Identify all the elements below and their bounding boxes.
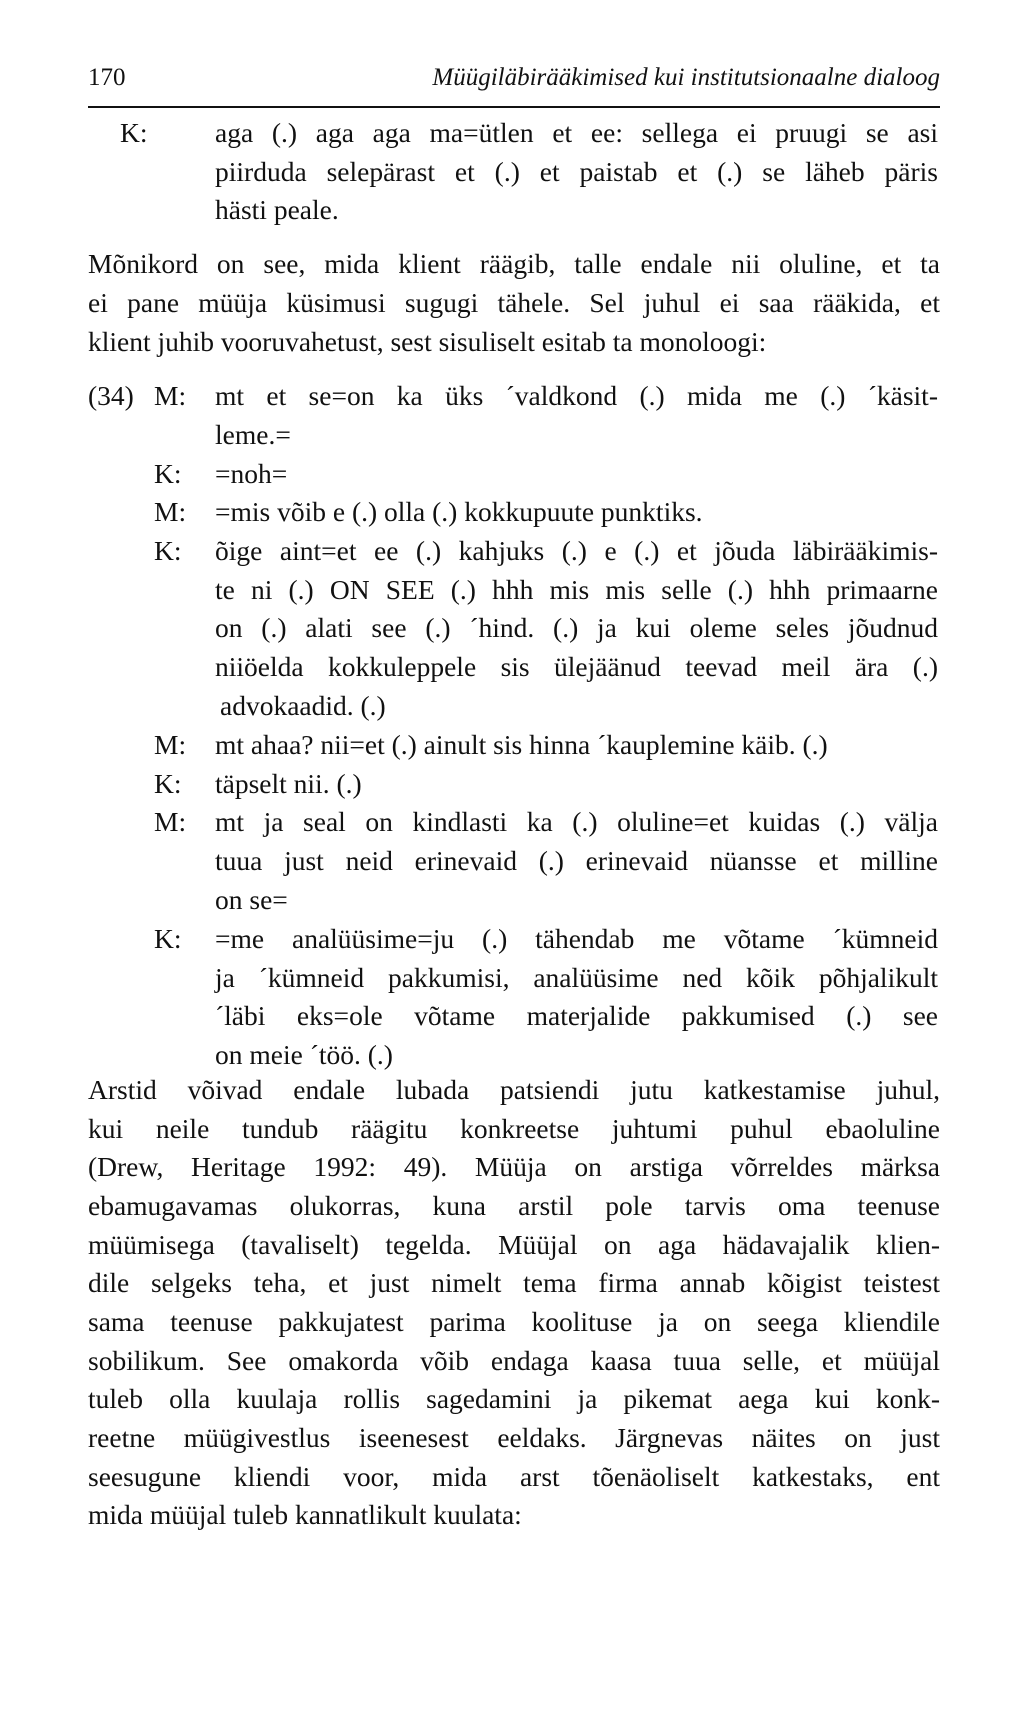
paragraph-line: kui neile tundub räägitu konkreetse juhtumi puhul ebaoluline — [88, 1113, 940, 1144]
transcript-line: niiöelda kokkuleppele sis ülejäänud teevad meil ära (.) — [215, 651, 938, 682]
transcript-line: leme.= — [215, 419, 291, 450]
transcript-line: advokaadid. (.) — [220, 690, 386, 721]
speaker-label: K: — [154, 458, 182, 489]
speaker-label: M: — [154, 729, 187, 760]
paragraph-line: ei pane müüja küsimusi sugugi tähele. Sel juhul ei saa rääkida, et — [88, 287, 940, 318]
transcript-line: on meie ´töö. (.) — [215, 1039, 393, 1070]
transcript-line: aga (.) aga aga ma=ütlen et ee: sellega ei pruugi se asi — [215, 117, 938, 148]
transcript-line: mt ja seal on kindlasti ka (.) oluline=et kuidas (.) välja — [215, 806, 938, 837]
transcript-line: õige aint=et ee (.) kahjuks (.) e (.) et jõuda läbirääkimis- — [215, 535, 938, 566]
running-title: Müügiläbirääkimised kui institutsionaalne dialoog — [432, 64, 940, 91]
paragraph-line: müümisega (tavaliselt) tegelda. Müüjal on aga hädavajalik klien- — [88, 1229, 940, 1260]
transcript-line: tuua just neid erinevaid (.) erinevaid nüansse et milline — [215, 845, 938, 876]
paragraph-line: sama teenuse pakkujatest parima koolituse ja on seega kliendile — [88, 1306, 940, 1337]
transcript-line: =mis võib e (.) olla (.) kokkupuute punktiks. — [215, 496, 703, 527]
paragraph-line: dile selgeks teha, et just nimelt tema firma annab kõigist teistest — [88, 1267, 940, 1298]
transcript-line: ja ´kümneid pakkumisi, analüüsime ned kõik põhjalikult — [215, 962, 938, 993]
paragraph-line: sobilikum. See omakorda võib endaga kaasa tuua selle, et müüjal — [88, 1345, 940, 1376]
paragraph-line: reetne müügivestlus iseenesest eeldaks. Järgnevas näites on just — [88, 1422, 940, 1453]
paragraph-line: klient juhib vooruvahetust, sest sisuliselt esitab ta monoloogi: — [88, 326, 767, 357]
paragraph-line: ebamugavamas olukorras, kuna arstil pole tarvis oma teenuse — [88, 1190, 940, 1221]
speaker-label: M: — [154, 496, 187, 527]
transcript-line: täpselt nii. (.) — [215, 768, 362, 799]
transcript-line: on (.) alati see (.) ´hind. (.) ja kui oleme seles jõudnud — [215, 612, 938, 643]
speaker-label: K: — [154, 768, 182, 799]
paragraph-line: mida müüjal tuleb kannatlikult kuulata: — [88, 1499, 522, 1530]
page-header — [88, 64, 940, 108]
transcript-line: hästi peale. — [215, 194, 339, 225]
speaker-label: K: — [120, 117, 148, 148]
transcript-line: ´läbi eks=ole võtame materjalide pakkumised (.) see — [215, 1000, 938, 1031]
speaker-label: K: — [154, 535, 182, 566]
transcript-line: =noh= — [215, 458, 288, 489]
paragraph-line: (Drew, Heritage 1992: 49). Müüja on arstiga võrreldes märksa — [88, 1151, 940, 1182]
paragraph-line: Mõnikord on see, mida klient räägib, talle endale nii oluline, et ta — [88, 248, 940, 279]
paragraph-line: tuleb olla kuulaja rollis sagedamini ja pikemat aega kui konk- — [88, 1383, 940, 1414]
transcript-line: te ni (.) ON SEE (.) hhh mis mis selle (.) hhh primaarne — [215, 574, 938, 605]
paragraph-line: Arstid võivad endale lubada patsiendi jutu katkestamise juhul, — [88, 1074, 940, 1105]
transcript-line: mt ahaa? nii=et (.) ainult sis hinna ´kauplemine käib. (.) — [215, 729, 828, 760]
speaker-label: M: — [154, 380, 187, 411]
transcript-line: piirduda selepärast et (.) et paistab et (.) se läheb päris — [215, 156, 938, 187]
transcript-line: mt et se=on ka üks ´valdkond (.) mida me (.) ´käsit- — [215, 380, 938, 411]
example-number: (34) — [88, 380, 134, 411]
transcript-line: on se= — [215, 884, 288, 915]
transcript-line: =me analüüsime=ju (.) tähendab me võtame ´kümneid — [215, 923, 938, 954]
paragraph-line: seesugune kliendi voor, mida arst tõenäoliselt katkestaks, ent — [88, 1461, 940, 1492]
speaker-label: M: — [154, 806, 187, 837]
page-number: 170 — [88, 64, 126, 91]
speaker-label: K: — [154, 923, 182, 954]
